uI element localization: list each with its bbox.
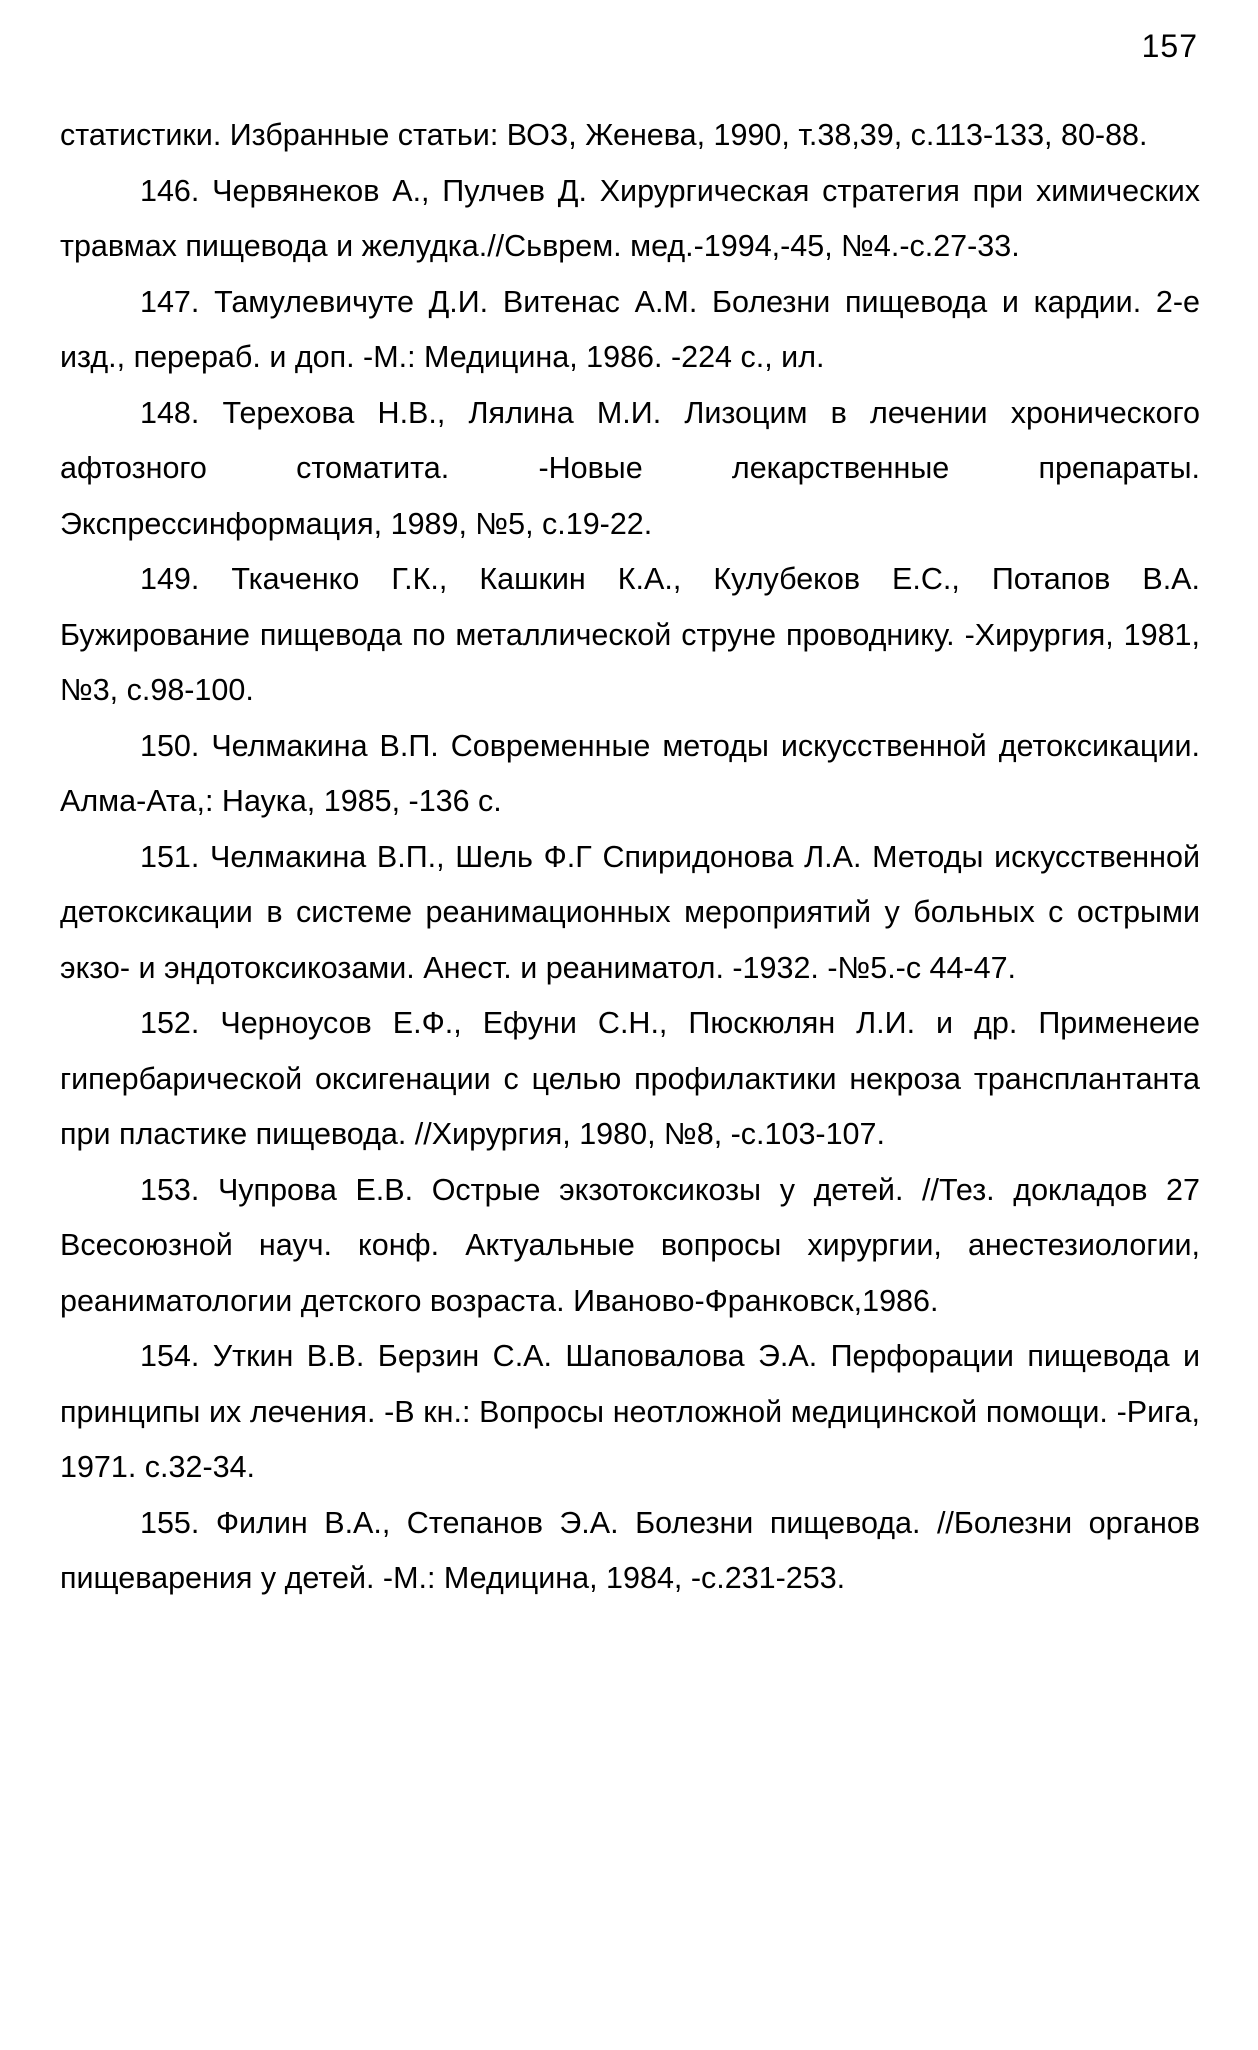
reference-entry-151: 151. Челмакина В.П., Шель Ф.Г Спиридонова Л.А. Методы искусственной детоксикации в системе реанимационных мероприятий у больных с острыми экзо- и эндотоксикозами. Анест. и реаниматол. -1932. -№5.-с 44-47. [60, 839, 1200, 985]
reference-list [60, 108, 1200, 1607]
reference-entry-147: 147. Тамулевичуте Д.И. Витенас А.М. Болезни пищевода и кардии. 2-е изд., перераб. и доп. -М.: Медицина, 1986. -224 с., ил. [60, 284, 1200, 374]
reference-entry-154: 154. Уткин В.В. Берзин С.А. Шаповалова Э.А. Перфорации пищевода и принципы их лечения. -В кн.: Вопросы неотложной медицинской помощи. -Рига, 1971. с.32-34. [60, 1339, 1200, 1484]
reference-entry-155: 155. Филин В.А., Степанов Э.А. Болезни пищевода. //Болезни органов пищеварения у детей. -М.: Медицина, 1984, -с.231-253. [60, 1505, 1200, 1595]
reference-continuation: статистики. Избранные статьи: ВОЗ, Женева, 1990, т.38,39, с.113-133, 80-88. [60, 118, 1148, 152]
reference-entry-153: 153. Чупрова Е.В. Острые экзотоксикозы у детей. //Тез. докладов 27 Всесоюзной науч. конф. Актуальные вопросы хирургии, анестезиологии, реаниматологии детского возраста. Иваново-Франковск,1986. [60, 1172, 1200, 1318]
reference-entry-150: 150. Челмакина В.П. Современные методы искусственной детоксикации. Алма-Ата,: Наука, 1985, -136 с. [60, 728, 1200, 818]
reference-entry-148: 148. Терехова Н.В., Лялина М.И. Лизоцим в лечении хронического афтозного стоматита. -Новые лекарственные препараты. Экспрессинформация, 1989, №5, с.19-22. [60, 395, 1200, 541]
reference-entry-149: 149. Ткаченко Г.К., Кашкин К.А., Кулубеков Е.С., Потапов В.А. Бужирование пищевода по металлической струне проводнику. -Хирургия, 1981, №3, с.98-100. [60, 562, 1200, 707]
reference-entry-152: 152. Черноусов Е.Ф., Ефуни С.Н., Пюскюлян Л.И. и др. Применеие гипербарической оксигенации с целью профилактики некроза трансплантанта при пластике пищевода. //Хирургия, 1980, №8, -с.103-107. [60, 1006, 1200, 1151]
reference-entry-146: 146. Червянеков А., Пулчев Д. Хирургическая стратегия при химических травмах пищевода и желудка.//Сьврем. мед.-1994,-45, №4.-с.27-33. [60, 173, 1200, 263]
page-number: 157 [1141, 28, 1198, 64]
